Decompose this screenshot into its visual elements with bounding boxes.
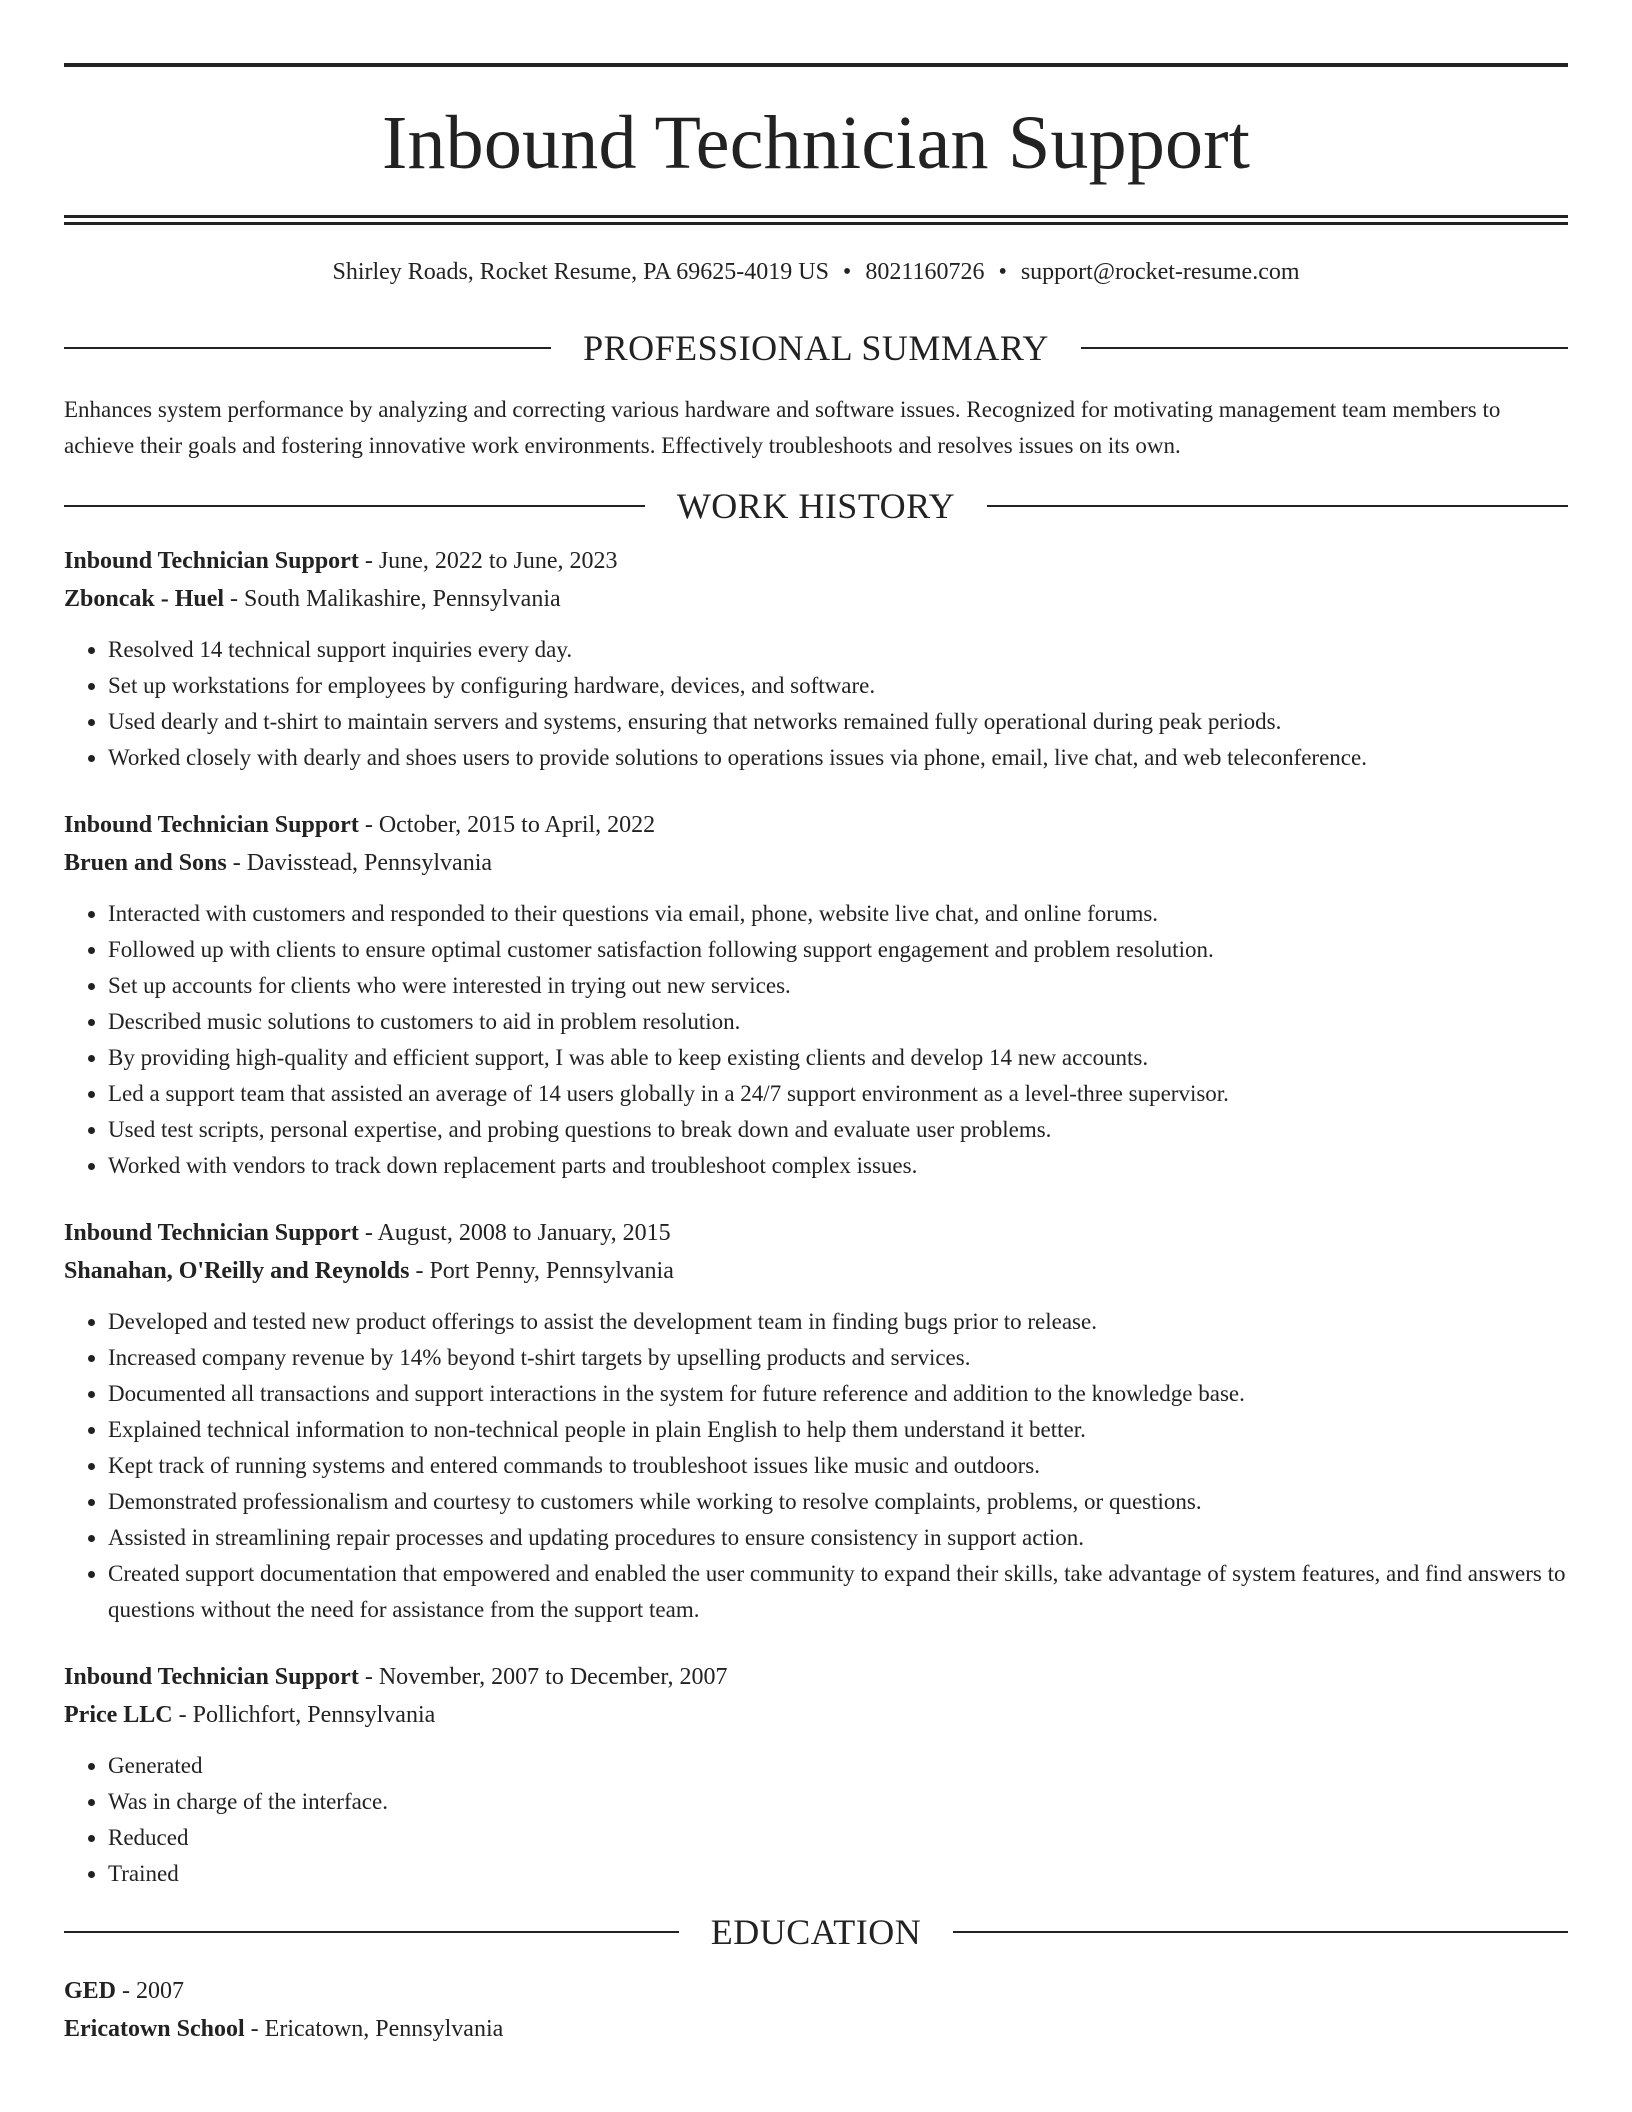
job-bullet: • Generated (108, 1748, 1568, 1784)
job-dates: - August, 2008 to January, 2015 (358, 1220, 671, 1246)
job-entry (64, 542, 1568, 776)
job-title-line (64, 1658, 1568, 1696)
summary-text: Enhances system performance by analyzing and correcting various hardware and software issues. Recognized for motivating management team members to achieve their goals and fostering innovative work environments. Effectively troubleshoots and resolves issues on its own. (64, 397, 1501, 458)
heading-rule-left (64, 1931, 679, 1933)
job-bullet: • Followed up with clients to ensure optimal customer satisfaction following support engagement and problem resolution. (108, 932, 1568, 968)
job-dates: - October, 2015 to April, 2022 (358, 812, 656, 838)
section-heading-label: EDUCATION (710, 1912, 922, 1952)
heading-rule-left (64, 347, 551, 349)
education-school-line (64, 2010, 1568, 2048)
job-bullet: • Increased company revenue by 14% beyond t-shirt targets by upselling products and services. (108, 1340, 1568, 1376)
job-bullet: • By providing high-quality and efficient support, I was able to keep existing clients and develop 14 new accounts. (108, 1040, 1568, 1076)
contact-address: Shirley Roads, Rocket Resume, PA 69625-4019 US (332, 259, 829, 285)
job-bullet: • Set up workstations for employees by configuring hardware, devices, and software. (108, 668, 1568, 704)
job-title-line (64, 1214, 1568, 1252)
job-title: Inbound Technician Support (64, 812, 359, 838)
job-bullet: • Used dearly and t-shirt to maintain servers and systems, ensuring that networks remained fully operational during peak periods. (108, 704, 1568, 740)
contact-email: support@rocket-resume.com (1020, 259, 1300, 285)
section-heading-label: WORK HISTORY (676, 486, 956, 526)
job-bullets (64, 632, 1568, 776)
job-company: Shanahan, O'Reilly and Reynolds (64, 1258, 410, 1284)
job-title-line (64, 806, 1568, 844)
job-bullet: • Interacted with customers and responded to their questions via email, phone, website live chat, and online forums. (108, 896, 1568, 932)
job-bullet: • Documented all transactions and support interactions in the system for future reference and addition to the knowledge base. (108, 1376, 1568, 1412)
heading-rule-right (987, 505, 1568, 507)
heading-rule-right (953, 1931, 1568, 1933)
job-bullet: • Developed and tested new product offerings to assist the development team in finding bugs prior to release. (108, 1304, 1568, 1340)
job-location: - South Malikashire, Pennsylvania (224, 586, 561, 612)
education-entry (64, 1972, 1568, 2048)
resume-title: Inbound Technician Support (381, 101, 1251, 185)
contact-line (64, 260, 1568, 284)
job-company-line (64, 844, 1568, 882)
section-heading-education (64, 1914, 1568, 1950)
job-bullet: • Described music solutions to customers to aid in problem resolution. (108, 1004, 1568, 1040)
education-degree: GED (64, 1978, 117, 2004)
title-double-rule (64, 215, 1568, 225)
education-school: Ericatown School (64, 2016, 245, 2042)
job-bullet: • Led a support team that assisted an average of 14 users globally in a 24/7 support environment as a level-three supervisor. (108, 1076, 1568, 1112)
job-bullet: • Created support documentation that empowered and enabled the user community to expand their skills, take advantage of system features, and find answers to questions without the need for assistance from the support team. (108, 1556, 1568, 1628)
job-dates: - June, 2022 to June, 2023 (358, 548, 618, 574)
job-bullet: • Worked with vendors to track down replacement parts and troubleshoot complex issues. (108, 1148, 1568, 1184)
top-rule (64, 63, 1568, 67)
education-location: - Ericatown, Pennsylvania (244, 2016, 504, 2042)
heading-rule-right (1081, 347, 1568, 349)
job-company: Zboncak - Huel (64, 586, 225, 612)
contact-separator: • (998, 259, 1007, 285)
job-company: Bruen and Sons (64, 850, 227, 876)
education-year: - 2007 (116, 1978, 185, 2004)
section-heading-work-history (64, 488, 1568, 524)
job-bullets (64, 1304, 1568, 1628)
job-location: - Pollichfort, Pennsylvania (172, 1702, 436, 1728)
job-bullet: • Set up accounts for clients who were interested in trying out new services. (108, 968, 1568, 1004)
job-entry (64, 1658, 1568, 1892)
job-title: Inbound Technician Support (64, 548, 359, 574)
job-bullet: • Worked closely with dearly and shoes users to provide solutions to operations issues via phone, email, live chat, and web teleconference. (108, 740, 1568, 776)
job-bullet: • Explained technical information to non-technical people in plain English to help them understand it better. (108, 1412, 1568, 1448)
job-title: Inbound Technician Support (64, 1220, 359, 1246)
job-dates: - November, 2007 to December, 2007 (358, 1664, 728, 1690)
job-company-line (64, 1252, 1568, 1290)
job-bullet: • Was in charge of the interface. (108, 1784, 1568, 1820)
job-bullet: • Used test scripts, personal expertise, and probing questions to break down and evaluate user problems. (108, 1112, 1568, 1148)
job-title-line (64, 542, 1568, 580)
contact-phone: 8021160726 (865, 259, 985, 285)
job-title: Inbound Technician Support (64, 1664, 359, 1690)
job-company-line (64, 1696, 1568, 1734)
heading-rule-left (64, 505, 645, 507)
job-bullet: • Demonstrated professionalism and courtesy to customers while working to resolve complaints, problems, or questions. (108, 1484, 1568, 1520)
job-location: - Port Penny, Pennsylvania (409, 1258, 674, 1284)
job-location: - Davisstead, Pennsylvania (226, 850, 493, 876)
contact-separator: • (842, 259, 852, 285)
education-degree-line (64, 1972, 1568, 2010)
job-entry (64, 806, 1568, 1184)
job-company-line (64, 580, 1568, 618)
section-heading-summary (64, 330, 1568, 366)
job-bullet: • Assisted in streamlining repair processes and updating procedures to ensure consistency in support action. (108, 1520, 1568, 1556)
job-entry (64, 1214, 1568, 1628)
job-bullet: • Trained (108, 1856, 1568, 1892)
job-bullets (64, 1748, 1568, 1892)
job-bullet: • Kept track of running systems and entered commands to troubleshoot issues like music and outdoors. (108, 1448, 1568, 1484)
job-bullets (64, 896, 1568, 1184)
job-bullet: • Reduced (108, 1820, 1568, 1856)
section-heading-label: PROFESSIONAL SUMMARY (583, 328, 1049, 368)
job-company: Price LLC (64, 1702, 173, 1728)
job-bullet: • Resolved 14 technical support inquiries every day. (108, 632, 1568, 668)
